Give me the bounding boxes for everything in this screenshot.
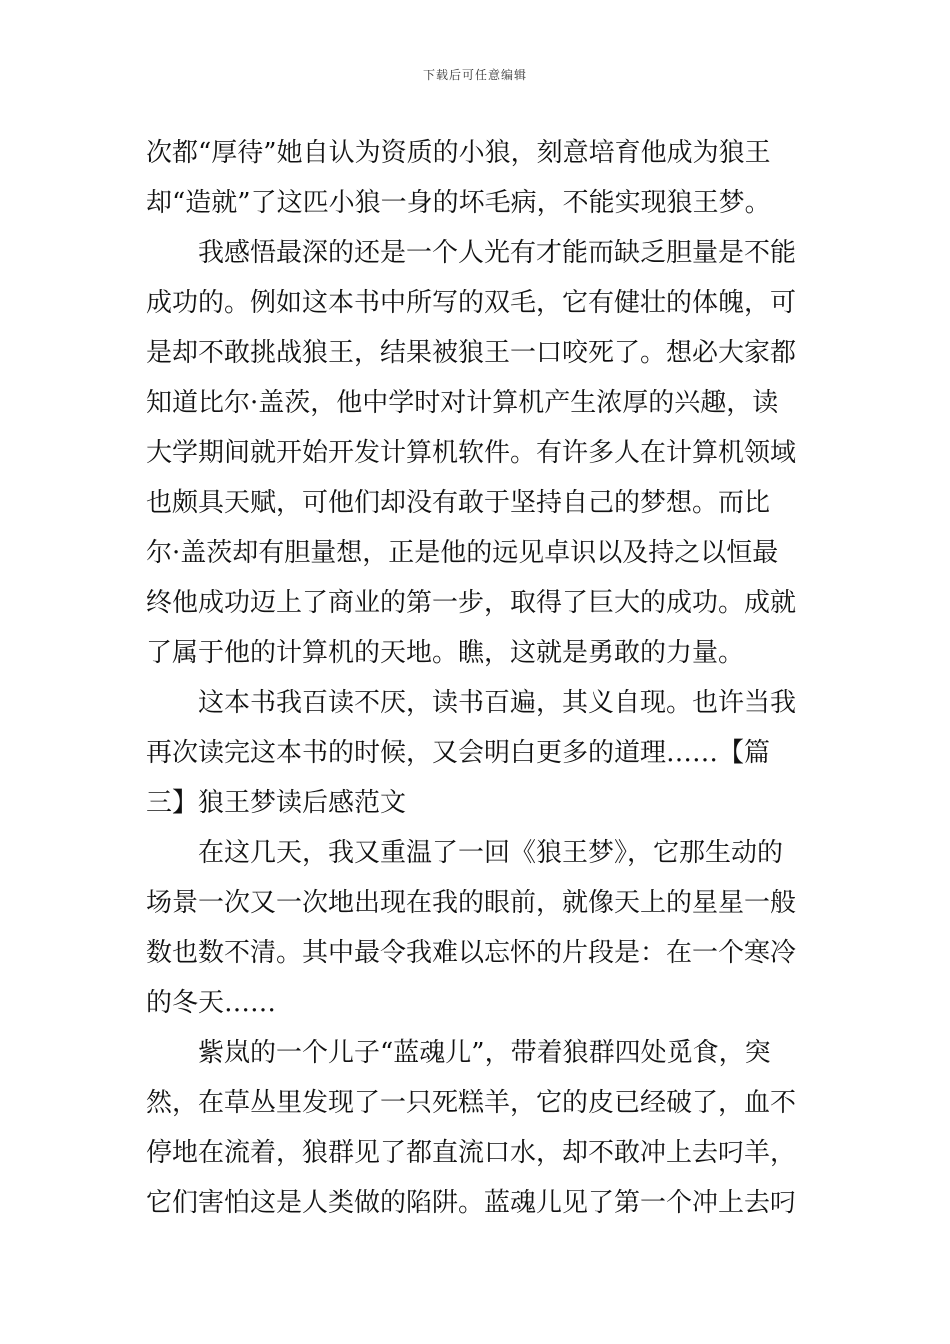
text-line: 了属于他的计算机的天地。瞧，这就是勇敢的力量。	[146, 638, 745, 668]
text-line: 是却不敢挑战狼王，结果被狼王一口咬死了。想必大家都	[146, 338, 797, 368]
paragraph	[146, 128, 806, 228]
text-line: 这本书我百读不厌，读书百遍，其义自现。也许当我	[146, 688, 797, 718]
paragraph	[146, 678, 806, 828]
text-line: 在这几天，我又重温了一回《狼王梦》，它那生动的	[146, 838, 784, 868]
text-line: 却“造就”了这匹小狼一身的坏毛病，不能实现狼王梦。	[146, 188, 771, 218]
text-line: 紫岚的一个儿子“蓝魂儿”，带着狼群四处觅食，突	[146, 1038, 771, 1068]
paragraph	[146, 828, 806, 1028]
text-line: 次都“厚待”她自认为资质的小狼，刻意培育他成为狼王	[146, 138, 771, 168]
text-line: 场景一次又一次地出现在我的眼前，就像天上的星星一般	[146, 888, 797, 918]
document-body	[146, 128, 806, 1228]
text-line: 停地在流着，狼群见了都直流口水，却不敢冲上去叼羊，	[146, 1138, 797, 1168]
text-line: 然，在草丛里发现了一只死糕羊，它的皮已经破了，血不	[146, 1088, 797, 1118]
text-line: 成功的。例如这本书中所写的双毛，它有健壮的体魄，可	[146, 288, 797, 318]
text-line: 的冬天……	[146, 988, 277, 1018]
text-line: 再次读完这本书的时候，又会明白更多的道理……【篇	[146, 738, 771, 768]
text-line: 知道比尔·盖茨，他中学时对计算机产生浓厚的兴趣，读	[146, 388, 779, 418]
text-line: 它们害怕这是人类做的陷阱。蓝魂儿见了第一个冲上去叼	[146, 1188, 797, 1218]
text-line: 数也数不清。其中最令我难以忘怀的片段是：在一个寒冷	[146, 938, 797, 968]
paragraph	[146, 1028, 806, 1228]
text-line: 终他成功迈上了商业的第一步，取得了巨大的成功。成就	[146, 588, 797, 618]
page-header-note: 下载后可任意编辑	[422, 68, 527, 82]
text-line: 尔·盖茨却有胆量想，正是他的远见卓识以及持之以恒最	[146, 538, 779, 568]
text-line: 也颇具天赋，可他们却没有敢于坚持自己的梦想。而比	[146, 488, 771, 518]
paragraph	[146, 228, 806, 678]
text-line: 大学期间就开始开发计算机软件。有许多人在计算机领域	[146, 438, 797, 468]
section-heading-line: 三】狼王梦读后感范文	[146, 788, 407, 818]
text-line: 我感悟最深的还是一个人光有才能而缺乏胆量是不能	[146, 238, 797, 268]
